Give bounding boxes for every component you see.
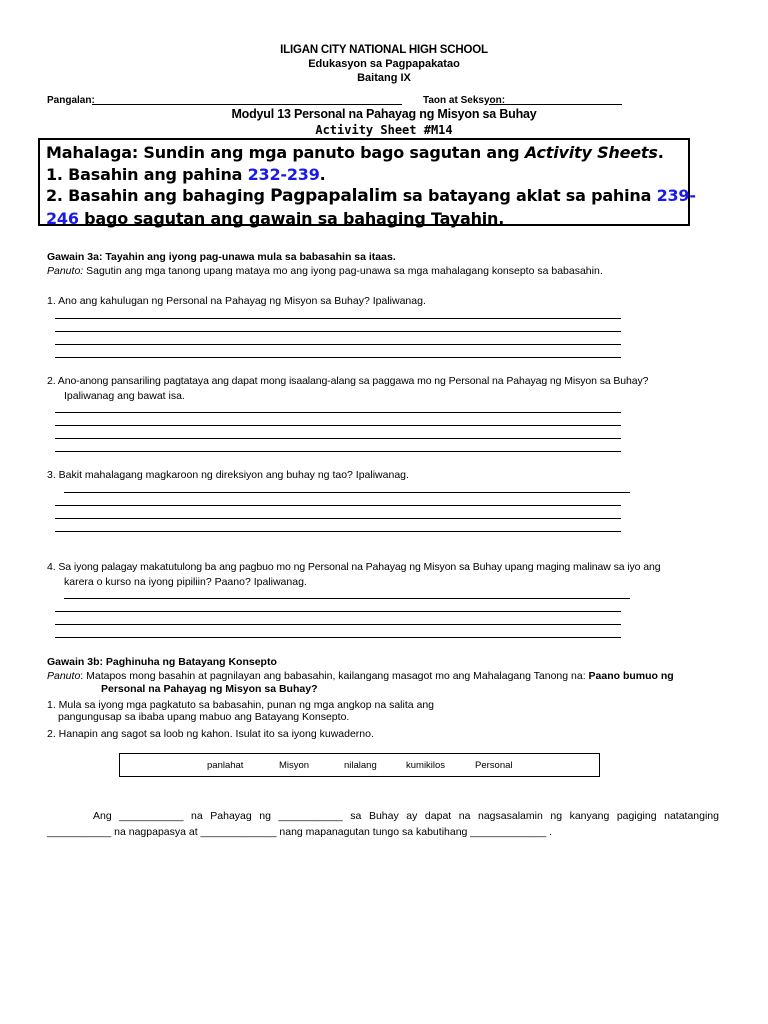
gawain-3a-instructions: Panuto: Sagutin ang mga tanong upang mataya mo ang iyong pag-unawa sa mga mahalagang konsepto sa babasahin. (47, 265, 603, 277)
name-label: Pangalan: (47, 95, 95, 106)
gawain-3b-step-1: 1. Mula sa iyong mga pagkatuto sa babasahin, punan ng mga angkop na salita ang pangungusap sa ibaba upang mabuo ang Batayang Konsepto. (47, 699, 435, 723)
answer-line[interactable] (64, 492, 630, 493)
answer-line[interactable] (55, 518, 621, 519)
answer-line[interactable] (55, 611, 621, 612)
answer-line[interactable] (55, 637, 621, 638)
section-blank-line (489, 104, 622, 105)
page-range-1: 232-239 (247, 164, 320, 184)
school-name: ILIGAN CITY NATIONAL HIGH SCHOOL (280, 44, 488, 56)
answer-line[interactable] (55, 438, 621, 439)
page-range-2a: 239- (656, 186, 696, 205)
question-1: 1. Ano ang kahulugan ng Personal na Pahayag ng Misyon sa Buhay? Ipaliwanag. (47, 295, 426, 307)
notice-line-4: 246 bago sagutan ang gawain sa bahaging Tayahin. (46, 208, 505, 228)
grade-level: Baitang IX (357, 72, 411, 84)
page-range-2b: 246 (46, 208, 79, 228)
word-bank-item: Misyon (279, 760, 310, 771)
question-4: 4. Sa iyong palagay makatutulong ba ang pagbuo mo ng Personal na Pahayag ng Misyon sa Buhay upang maging malinaw sa iyo ang karera o kurso na iyong pipiliin? Paano? Ipaliwanag. (47, 561, 661, 588)
answer-line[interactable] (55, 624, 621, 625)
question-3: 3. Bakit mahalagang magkaroon ng direksiyon ang buhay ng tao? Ipaliwanag. (47, 469, 409, 481)
subject-title: Edukasyon sa Pagpapakatao (308, 58, 460, 70)
word-bank-item: Personal (475, 760, 513, 771)
essential-question: Paano bumuo ng (588, 670, 674, 682)
gawain-3b-instructions: Panuto: Matapos mong basahin at pagnilayan ang babasahin, kailangang masagot mo ang Mahalagang Tanong na: Paano bumuo ng Personal na Pahayag ng Misyon sa Buhay? (47, 670, 674, 695)
concept-sentence: Ang ___________ na Pahayag ng ___________ sa Buhay ay dapat na nagsasalamin ng kanyang pagiging natatanging ___________ na nagpapasya at _____________ nang mapanagutan tungo sa kabutihang _____________ . (47, 810, 719, 838)
answer-line[interactable] (55, 357, 621, 358)
name-blank-line (92, 104, 402, 105)
answer-line[interactable] (55, 344, 621, 345)
answer-line[interactable] (55, 331, 621, 332)
answer-line[interactable] (55, 425, 621, 426)
answer-line[interactable] (55, 451, 621, 452)
notice-line-1: Mahalaga: Sundin ang mga panuto bago sagutan ang Activity Sheets. (46, 143, 664, 162)
answer-line[interactable] (55, 318, 621, 319)
answer-line[interactable] (55, 505, 621, 506)
section-label: Taon at Seksyon: (423, 95, 506, 106)
gawain-3b-title: Gawain 3b: Paghinuha ng Batayang Konsepto (47, 656, 277, 668)
word-bank-item: panlahat (207, 760, 244, 771)
word-bank-item: nilalang (344, 760, 377, 771)
word-bank-item: kumikilos (406, 760, 446, 771)
answer-line[interactable] (55, 531, 621, 532)
gawain-3a-title: Gawain 3a: Tayahin ang iyong pag-unawa mula sa babasahin sa itaas. (47, 251, 396, 263)
important-notice-box (38, 138, 696, 228)
activity-sheet-title: Activity Sheet #M14 (315, 123, 453, 137)
answer-line[interactable] (55, 412, 621, 413)
gawain-3b-step-2: 2. Hanapin ang sagot sa loob ng kahon. Isulat ito sa iyong kuwaderno. (47, 728, 374, 740)
notice-line-3: 2. Basahin ang bahaging Pagpapalalim sa batayang aklat sa pahina 239- (46, 186, 696, 206)
answer-line[interactable] (64, 598, 630, 599)
module-title: Modyul 13 Personal na Pahayag ng Misyon sa Buhay (231, 107, 537, 121)
notice-line-2: 1. Basahin ang pahina 232-239. (46, 164, 326, 184)
question-2: 2. Ano-anong pansariling pagtataya ang dapat mong isaalang-alang sa paggawa mo ng Personal na Pahayag ng Misyon sa Buhay? Ipaliwanag ang bawat isa. (47, 375, 649, 402)
word-bank-box (119, 753, 600, 777)
